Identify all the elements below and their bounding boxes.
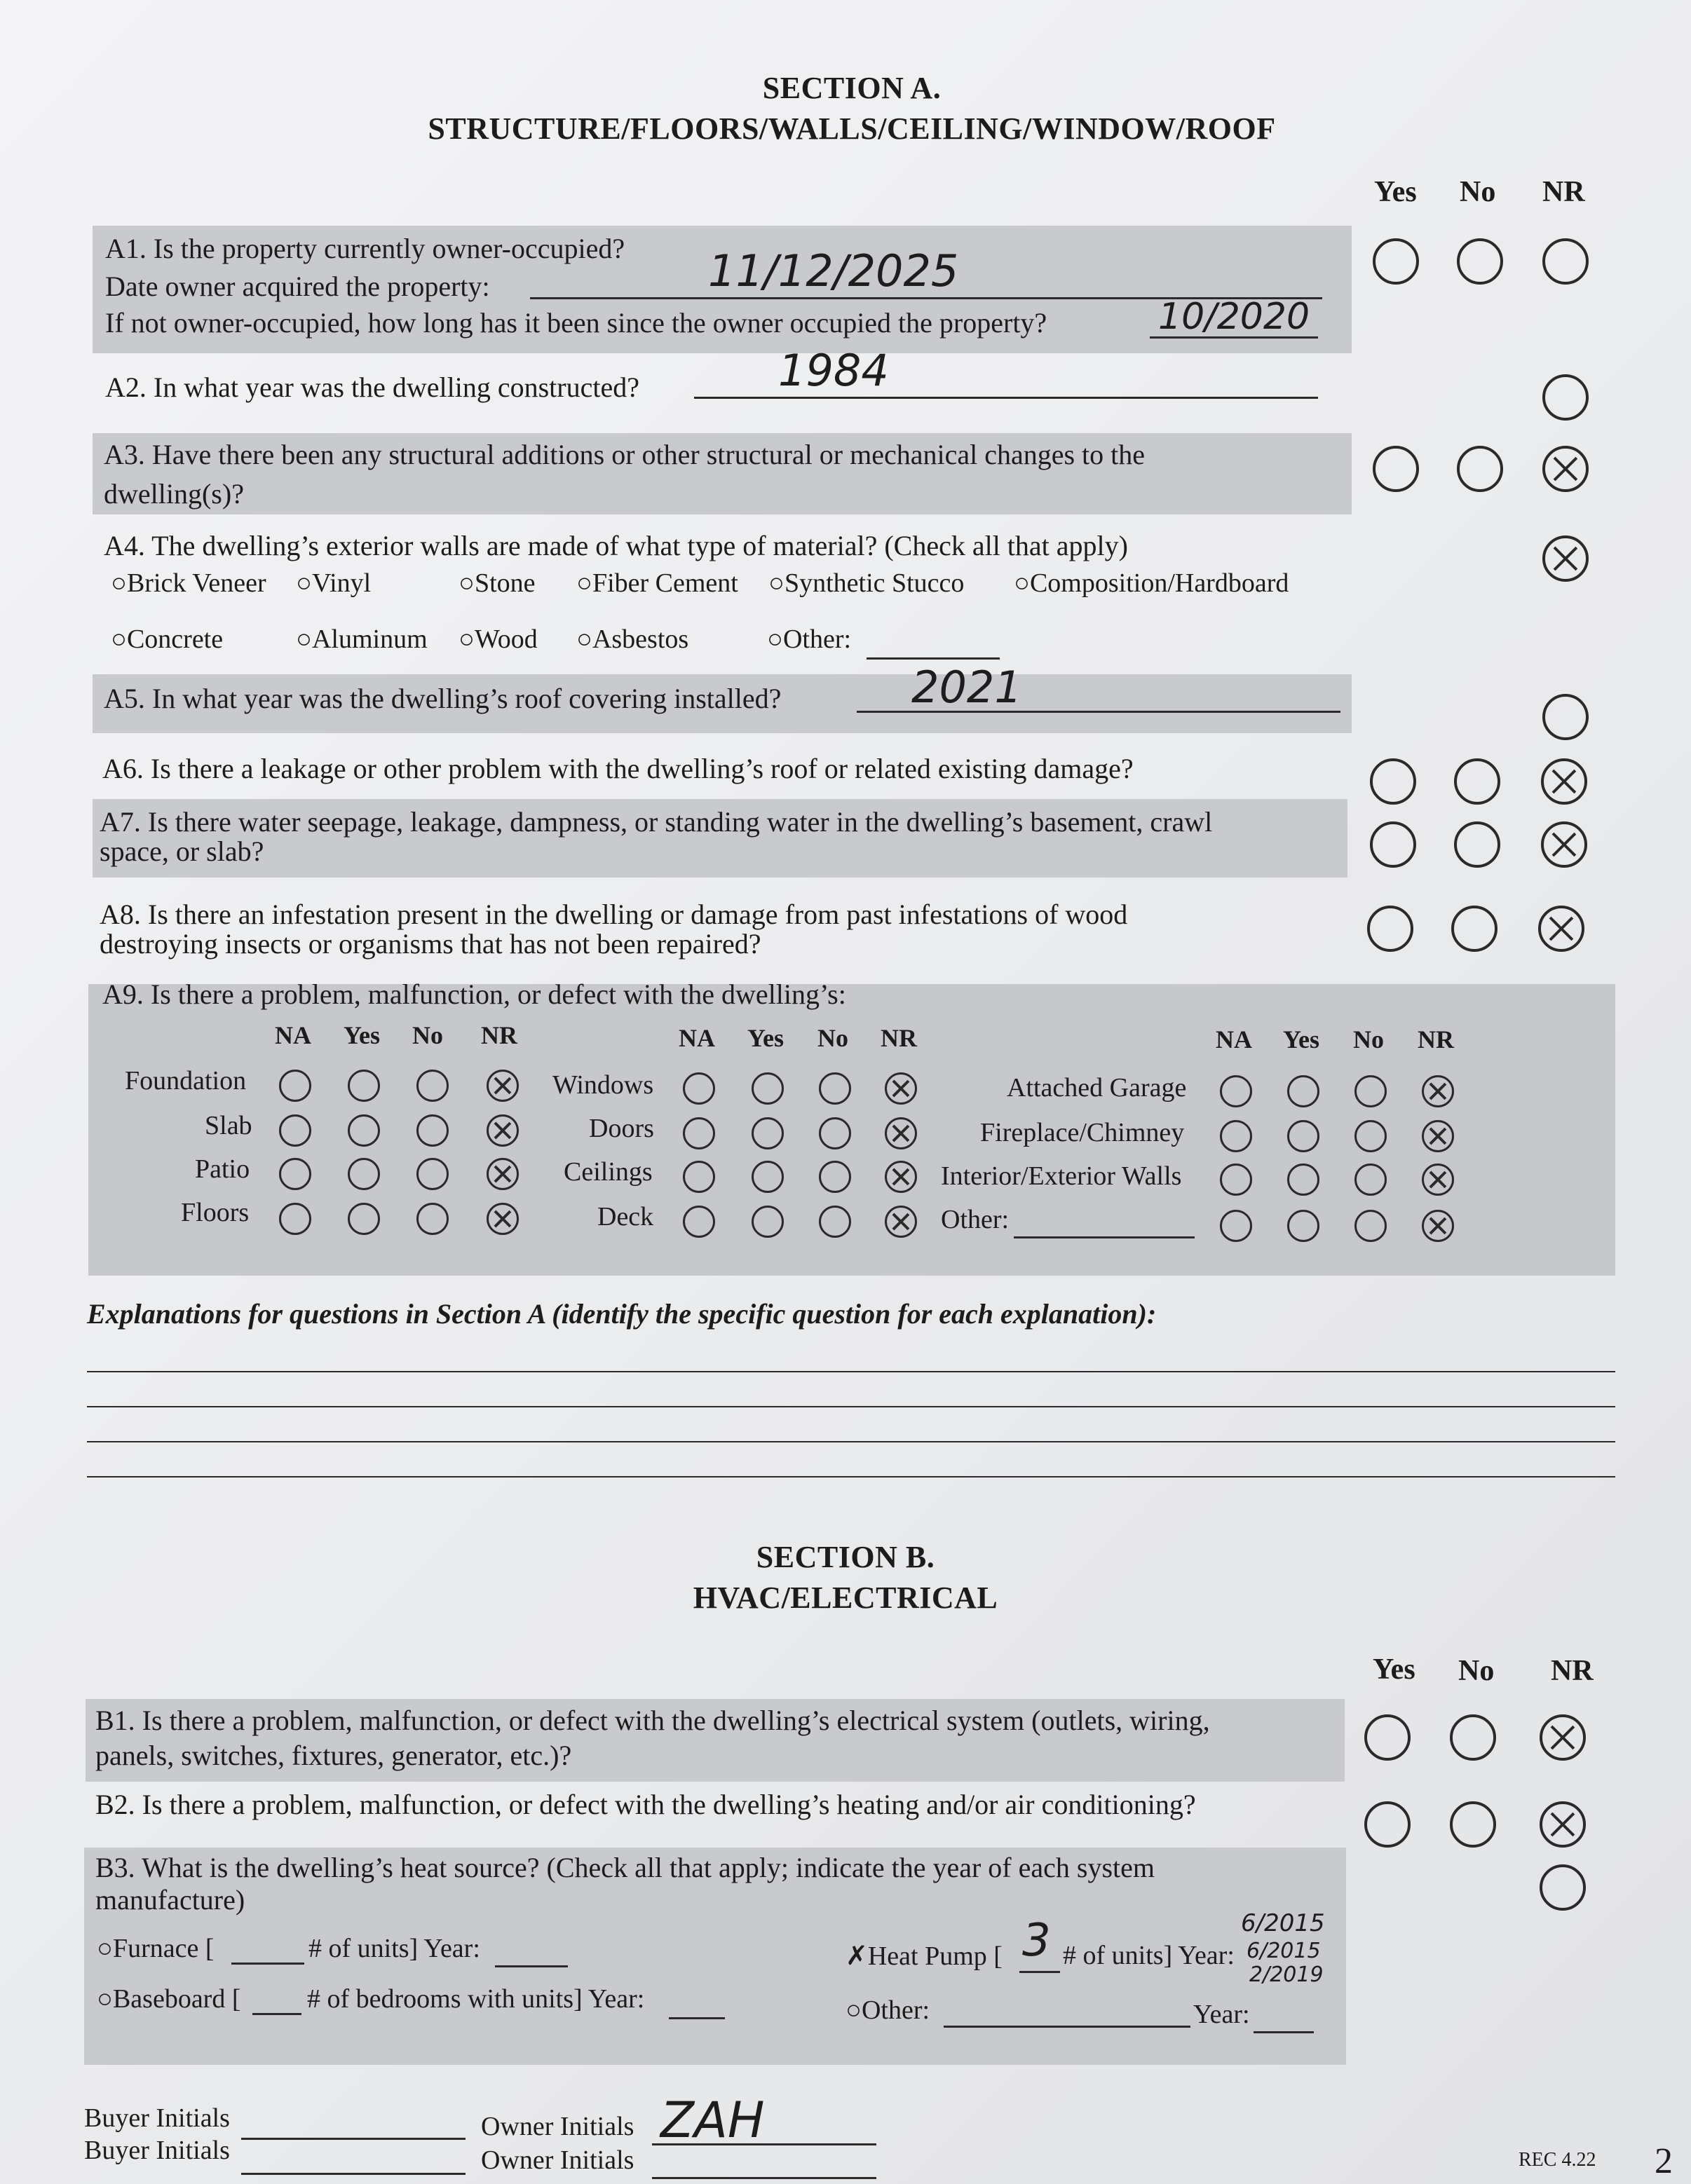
section-a-title: SECTION A. bbox=[762, 71, 942, 105]
a9-question: A9. Is there a problem, malfunction, or defect with the dwelling’s: bbox=[102, 978, 846, 1010]
a4-opt-concrete[interactable]: ○Concrete bbox=[111, 625, 224, 654]
a1-date-label: Date owner acquired the property: bbox=[105, 271, 490, 302]
b3-other-line[interactable] bbox=[944, 1998, 1190, 2028]
explanations-label: Explanations for questions in Section A (identify the specific question for each explanation): bbox=[87, 1298, 1157, 1330]
buyer-initials-label-1: Buyer Initials bbox=[84, 2103, 230, 2133]
garage-no[interactable] bbox=[1354, 1075, 1387, 1107]
b1-question-line1: B1. Is there a problem, malfunction, or defect with the dwelling’s electrical system (outlets, wiring, bbox=[95, 1705, 1210, 1736]
a2-question: A2. In what year was the dwelling constructed? bbox=[105, 371, 639, 403]
a3-question-line1: A3. Have there been any structural additions or other structural or mechanical changes to the bbox=[104, 439, 1145, 470]
a9-label-patio: Patio bbox=[195, 1154, 250, 1184]
b3-heatpump-option[interactable]: ✗Heat Pump [ bbox=[845, 1940, 1003, 1971]
walls-na[interactable] bbox=[1220, 1163, 1252, 1196]
a1-question: A1. Is the property currently owner-occupied? bbox=[105, 233, 625, 264]
a5-question: A5. In what year was the dwelling’s roof covering installed? bbox=[104, 683, 782, 714]
windows-na[interactable] bbox=[683, 1072, 715, 1105]
a9-g1-no: No bbox=[412, 1021, 443, 1049]
b1-nr-radio[interactable] bbox=[1540, 1714, 1586, 1761]
b3-baseboard-units-label: # of bedrooms with units] Year: bbox=[307, 1984, 645, 2014]
b3-heatpump-year-2: 6/2015 bbox=[1247, 1939, 1321, 1963]
a6-nr-radio[interactable] bbox=[1541, 758, 1587, 805]
b3-question-line2: manufacture) bbox=[95, 1884, 245, 1916]
a9-label-garage: Attached Garage bbox=[1007, 1073, 1187, 1103]
ceilings-nr[interactable] bbox=[885, 1161, 917, 1193]
a9-g1-nr: NR bbox=[481, 1021, 517, 1049]
owner-initials-label-2: Owner Initials bbox=[481, 2145, 634, 2175]
a9-other-line[interactable] bbox=[1014, 1208, 1195, 1238]
b-col-nr-header: NR bbox=[1551, 1655, 1594, 1687]
b3-other-option[interactable]: ○Other: bbox=[845, 1995, 930, 2025]
deck-na[interactable] bbox=[683, 1206, 715, 1238]
foundation-yes[interactable] bbox=[348, 1070, 380, 1102]
a4-opt-aluminum[interactable]: ○Aluminum bbox=[296, 625, 428, 654]
doors-yes[interactable] bbox=[752, 1117, 784, 1149]
col-no-header: No bbox=[1460, 176, 1496, 208]
a6-no-radio[interactable] bbox=[1454, 758, 1500, 805]
a9-label-fireplace: Fireplace/Chimney bbox=[980, 1118, 1185, 1147]
a1-no-radio[interactable] bbox=[1457, 238, 1503, 285]
a9-g1-yes: Yes bbox=[344, 1021, 380, 1049]
a9-g2-yes: Yes bbox=[747, 1024, 784, 1052]
a4-opt-synthetic-stucco[interactable]: ○Synthetic Stucco bbox=[768, 568, 965, 598]
a7-question-line1: A7. Is there water seepage, leakage, dampness, or standing water in the dwelling’s basement, crawl bbox=[100, 806, 1213, 838]
buyer-initials-line-2[interactable] bbox=[241, 2145, 466, 2175]
b3-heatpump-year-3: 2/2019 bbox=[1249, 1963, 1324, 1987]
other-nr[interactable] bbox=[1422, 1210, 1454, 1242]
garage-yes[interactable] bbox=[1287, 1075, 1319, 1107]
a9-label-doors: Doors bbox=[589, 1114, 654, 1143]
a8-question-line2: destroying insects or organisms that has not been repaired? bbox=[100, 928, 761, 960]
walls-no[interactable] bbox=[1354, 1163, 1387, 1196]
a6-question: A6. Is there a leakage or other problem with the dwelling’s roof or related existing damage? bbox=[102, 753, 1134, 784]
b2-yes-radio[interactable] bbox=[1364, 1801, 1411, 1848]
a4-opt-asbestos[interactable]: ○Asbestos bbox=[576, 625, 689, 654]
garage-na[interactable] bbox=[1220, 1075, 1252, 1107]
a8-no-radio[interactable] bbox=[1451, 906, 1498, 952]
owner-initials-label-1: Owner Initials bbox=[481, 2112, 634, 2141]
buyer-initials-label-2: Buyer Initials bbox=[84, 2136, 230, 2165]
a3-nr-radio[interactable] bbox=[1542, 446, 1589, 492]
a9-label-walls: Interior/Exterior Walls bbox=[941, 1161, 1182, 1191]
buyer-initials-line-1[interactable] bbox=[241, 2110, 466, 2140]
b3-baseboard-option[interactable]: ○Baseboard [ bbox=[97, 1984, 241, 2014]
a9-g1-na: NA bbox=[275, 1021, 311, 1049]
b3-other-year-line[interactable] bbox=[1254, 2003, 1314, 2033]
other-yes[interactable] bbox=[1287, 1210, 1319, 1242]
slab-yes[interactable] bbox=[348, 1114, 380, 1147]
other-na[interactable] bbox=[1220, 1210, 1252, 1242]
a9-label-slab: Slab bbox=[205, 1111, 252, 1140]
a1-nr-radio[interactable] bbox=[1542, 238, 1589, 285]
windows-nr[interactable] bbox=[885, 1072, 917, 1105]
b1-yes-radio[interactable] bbox=[1364, 1714, 1411, 1761]
a4-opt-brick[interactable]: ○Brick Veneer bbox=[111, 568, 266, 598]
foundation-nr[interactable] bbox=[487, 1070, 519, 1102]
a4-opt-wood[interactable]: ○Wood bbox=[459, 625, 538, 654]
patio-yes[interactable] bbox=[348, 1158, 380, 1190]
b3-furnace-year-line[interactable] bbox=[495, 1937, 568, 1967]
a2-nr-radio[interactable] bbox=[1542, 374, 1589, 421]
patio-no[interactable] bbox=[416, 1158, 449, 1190]
doors-nr[interactable] bbox=[885, 1117, 917, 1149]
a1-yes-radio[interactable] bbox=[1373, 238, 1419, 285]
a3-no-radio[interactable] bbox=[1457, 446, 1503, 492]
a6-yes-radio[interactable] bbox=[1370, 758, 1416, 805]
explanation-line-2[interactable] bbox=[87, 1374, 1615, 1407]
explanation-line-3[interactable] bbox=[87, 1409, 1615, 1442]
a4-nr-radio[interactable] bbox=[1542, 535, 1589, 582]
a4-opt-stone[interactable]: ○Stone bbox=[459, 568, 536, 598]
other-no[interactable] bbox=[1354, 1210, 1387, 1242]
page-number: 2 bbox=[1655, 2141, 1673, 2181]
a9-label-deck: Deck bbox=[597, 1202, 654, 1231]
deck-yes[interactable] bbox=[752, 1206, 784, 1238]
a5-nr-radio[interactable] bbox=[1542, 694, 1589, 740]
patio-nr[interactable] bbox=[487, 1158, 519, 1190]
a8-yes-radio[interactable] bbox=[1367, 906, 1413, 952]
b1-no-radio[interactable] bbox=[1450, 1714, 1496, 1761]
garage-nr[interactable] bbox=[1422, 1075, 1454, 1107]
slab-no[interactable] bbox=[416, 1114, 449, 1147]
a2-handwritten: 1984 bbox=[778, 345, 889, 396]
explanation-line-4[interactable] bbox=[87, 1444, 1615, 1477]
fireplace-no[interactable] bbox=[1354, 1120, 1387, 1152]
a8-question-line1: A8. Is there an infestation present in the dwelling or damage from past infestations of wood bbox=[100, 899, 1128, 930]
a3-yes-radio[interactable] bbox=[1373, 446, 1419, 492]
owner-initials-line-2[interactable] bbox=[652, 2149, 876, 2179]
form-code: REC 4.22 bbox=[1519, 2149, 1596, 2171]
windows-no[interactable] bbox=[819, 1072, 851, 1105]
doors-na[interactable] bbox=[683, 1117, 715, 1149]
ceilings-yes[interactable] bbox=[752, 1161, 784, 1193]
deck-no[interactable] bbox=[819, 1206, 851, 1238]
col-yes-header: Yes bbox=[1374, 176, 1417, 208]
a9-g2-nr: NR bbox=[881, 1024, 917, 1052]
b3-other-year-label: Year: bbox=[1193, 2000, 1250, 2029]
a9-g3-no: No bbox=[1353, 1025, 1384, 1053]
floors-no[interactable] bbox=[416, 1203, 449, 1235]
section-b-title: SECTION B. bbox=[756, 1540, 935, 1574]
a9-label-foundation: Foundation bbox=[125, 1066, 247, 1096]
explanation-line-1[interactable] bbox=[87, 1339, 1615, 1372]
a3-question-line2: dwelling(s)? bbox=[104, 478, 244, 510]
a7-no-radio[interactable] bbox=[1454, 821, 1500, 868]
b3-baseboard-year-line[interactable] bbox=[669, 1989, 725, 2019]
floors-na[interactable] bbox=[279, 1203, 311, 1235]
a1-date-handwritten: 11/12/2025 bbox=[708, 245, 959, 296]
b3-furnace-option[interactable]: ○Furnace [ bbox=[97, 1934, 215, 1963]
a9-label-floors: Floors bbox=[181, 1198, 250, 1227]
doors-no[interactable] bbox=[819, 1117, 851, 1149]
a9-g3-na: NA bbox=[1216, 1025, 1252, 1053]
a9-g2-na: NA bbox=[679, 1024, 715, 1052]
a4-opt-vinyl[interactable]: ○Vinyl bbox=[296, 568, 372, 598]
b3-furnace-units-line[interactable] bbox=[231, 1934, 304, 1965]
owner-initials-signature: ZAH bbox=[660, 2091, 765, 2149]
slab-nr[interactable] bbox=[487, 1114, 519, 1147]
b2-nr-radio[interactable] bbox=[1540, 1801, 1586, 1848]
section-b-subtitle: HVAC/ELECTRICAL bbox=[693, 1581, 998, 1615]
a4-other-line[interactable] bbox=[867, 631, 1000, 660]
foundation-na[interactable] bbox=[279, 1070, 311, 1102]
a7-nr-radio[interactable] bbox=[1541, 821, 1587, 868]
walls-yes[interactable] bbox=[1287, 1163, 1319, 1196]
fireplace-yes[interactable] bbox=[1287, 1120, 1319, 1152]
foundation-no[interactable] bbox=[416, 1070, 449, 1102]
a9-shade bbox=[88, 984, 1615, 1276]
fireplace-nr[interactable] bbox=[1422, 1120, 1454, 1152]
b1-question-line2: panels, switches, fixtures, generator, etc.)? bbox=[95, 1740, 572, 1771]
patio-na[interactable] bbox=[279, 1158, 311, 1190]
deck-nr[interactable] bbox=[885, 1206, 917, 1238]
b2-no-radio[interactable] bbox=[1450, 1801, 1496, 1848]
windows-yes[interactable] bbox=[752, 1072, 784, 1105]
floors-yes[interactable] bbox=[348, 1203, 380, 1235]
a4-question: A4. The dwelling’s exterior walls are made of what type of material? (Check all that apply) bbox=[104, 530, 1128, 561]
a8-nr-radio[interactable] bbox=[1538, 906, 1584, 952]
a9-g3-nr: NR bbox=[1418, 1025, 1454, 1053]
b-col-yes-header: Yes bbox=[1373, 1653, 1415, 1686]
a4-opt-other[interactable]: ○Other: bbox=[767, 625, 852, 654]
b3-heatpump-units-label: # of units] Year: bbox=[1063, 1941, 1235, 1970]
a5-handwritten: 2021 bbox=[911, 662, 1022, 713]
a1-notocc-handwritten: 10/2020 bbox=[1158, 296, 1310, 338]
ceilings-na[interactable] bbox=[683, 1161, 715, 1193]
b3-baseboard-units-line[interactable] bbox=[252, 1985, 301, 2015]
col-nr-header: NR bbox=[1542, 176, 1585, 208]
a4-opt-fiber-cement[interactable]: ○Fiber Cement bbox=[576, 568, 738, 598]
a7-question-line2: space, or slab? bbox=[100, 835, 264, 867]
ceilings-no[interactable] bbox=[819, 1161, 851, 1193]
b3-question-line1: B3. What is the dwelling’s heat source? (Check all that apply; indicate the year of each system bbox=[95, 1852, 1155, 1883]
a9-label-ceilings: Ceilings bbox=[564, 1157, 653, 1187]
walls-nr[interactable] bbox=[1422, 1163, 1454, 1196]
a7-yes-radio[interactable] bbox=[1370, 821, 1416, 868]
a9-g3-yes: Yes bbox=[1283, 1025, 1319, 1053]
a1-notocc-label: If not owner-occupied, how long has it been since the owner occupied the property? bbox=[105, 307, 1047, 339]
a9-label-other: Other: bbox=[941, 1205, 1010, 1234]
a9-g2-no: No bbox=[817, 1024, 848, 1052]
b3-heatpump-year-1: 6/2015 bbox=[1241, 1909, 1325, 1937]
b3-nr-radio[interactable] bbox=[1540, 1864, 1586, 1911]
slab-na[interactable] bbox=[279, 1114, 311, 1147]
b3-furnace-units-label: # of units] Year: bbox=[308, 1934, 480, 1963]
b2-question: B2. Is there a problem, malfunction, or defect with the dwelling’s heating and/or air conditioning? bbox=[95, 1789, 1196, 1820]
b-col-no-header: No bbox=[1458, 1655, 1495, 1687]
section-a-subtitle: STRUCTURE/FLOORS/WALLS/CEILING/WINDOW/ROOF bbox=[428, 111, 1276, 146]
fireplace-na[interactable] bbox=[1220, 1120, 1252, 1152]
a9-label-windows: Windows bbox=[552, 1070, 654, 1100]
b3-heatpump-count: 3 bbox=[1022, 1915, 1051, 1967]
a4-opt-composition[interactable]: ○Composition/Hardboard bbox=[1014, 568, 1289, 598]
floors-nr[interactable] bbox=[487, 1203, 519, 1235]
